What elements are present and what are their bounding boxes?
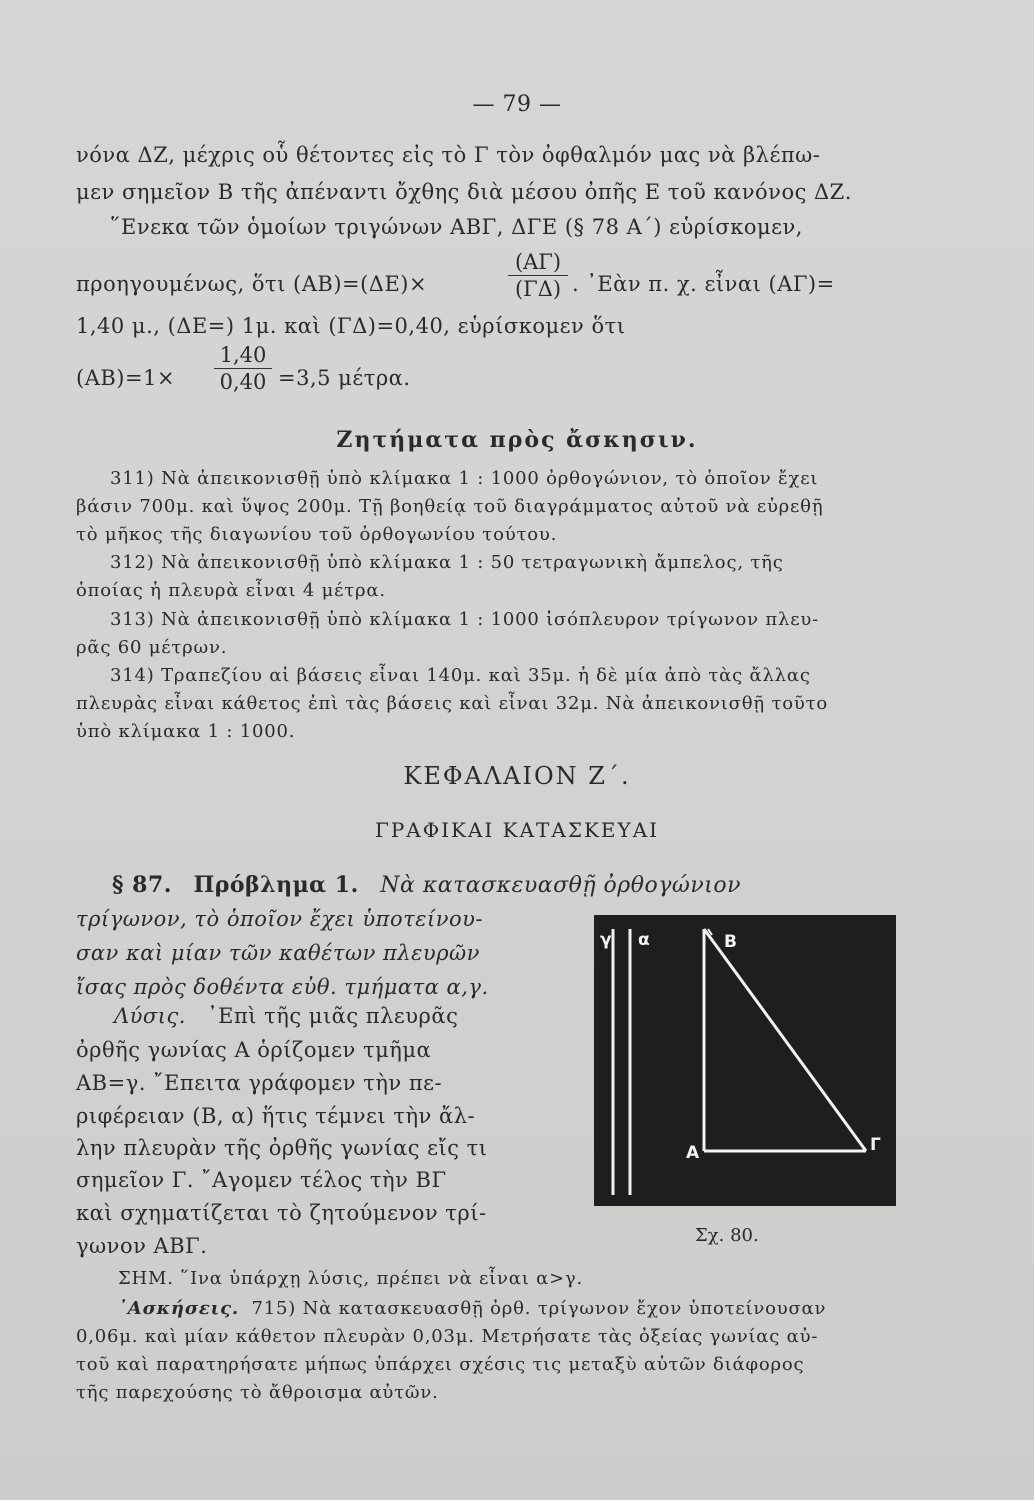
exercise-line: πλευρὰς εἶναι κάθετος ἐπὶ τὰς βάσεις καὶ εἶναι 32μ. Νὰ ἀπεικονισθῇ τοῦτο (76, 693, 829, 714)
exercise-line: ρᾶς 60 μέτρων. (76, 637, 228, 658)
problem-line: σαν καὶ μίαν τῶν καθέτων πλευρῶν (76, 941, 480, 965)
solution-label: Λύσις. (114, 1004, 186, 1028)
problem-heading (112, 872, 741, 898)
exercise-line: 313) Νὰ ἀπεικονισθῇ ὑπὸ κλίμακα 1 : 1000 ἰσόπλευρον τρίγωνον πλευ- (110, 609, 819, 630)
hypotenuse-BG (704, 929, 866, 1151)
problem-line: τρίγωνον, τὸ ὁποῖον ἔχει ὑποτείνου- (76, 907, 484, 931)
figure-caption: Σχ. 80. (695, 1225, 759, 1246)
solution-line: ΑΒ=γ. ῎Επειτα γράφομεν τὴν πε- (76, 1071, 443, 1095)
exercise-line: 314) Τραπεζίου αἱ βάσεις εἶναι 140μ. καὶ 35μ. ἡ δὲ μία ἀπὸ τὰς ἄλλας (110, 665, 811, 686)
exercise-715-line: 0,06μ. καὶ μίαν κάθετον πλευρὰν 0,03μ. Μετρήσατε τὰς ὀξείας γωνίας αὐ- (76, 1326, 819, 1347)
fraction-bar (508, 275, 568, 276)
formula-2-prefix: (ΑΒ)=1× (76, 366, 176, 390)
exercises-label: ᾿Ασκήσεις. (118, 1298, 239, 1319)
exercise-715-first-line (118, 1298, 826, 1319)
formula-1-suffix: . ᾿Εὰν π. χ. εἶναι (ΑΓ)= (572, 272, 835, 296)
label-alpha: α (638, 930, 650, 950)
exercise-line: ὁποίας ἡ πλευρὰ εἶναι 4 μέτρα. (76, 580, 386, 601)
exercise-715-line: τοῦ καὶ παρατηρήσατε μήπως ὑπάρχει σχέσις τις μεταξὺ αὐτῶν διάφορος (76, 1354, 805, 1375)
problem-title: Πρόβλημα 1. (193, 872, 359, 898)
formula-2-fraction (214, 343, 272, 394)
exercise-line: ὑπὸ κλίμακα 1 : 1000. (76, 721, 296, 742)
exercise-line: τὸ μῆκος τῆς διαγωνίου τοῦ ὀρθογωνίου τούτου. (76, 524, 558, 545)
solution-start: ᾿Επὶ τῆς μιᾶς πλευρᾶς (207, 1004, 459, 1028)
solution-line: γωνον ΑΒΓ. (76, 1234, 208, 1258)
problem-section: § 87. (112, 872, 172, 898)
formula-1-fraction (508, 250, 568, 301)
page-number: — 79 — (472, 92, 562, 117)
solution-line: ριφέρειαν (Β, α) ἥτις τέμνει τὴν ἄλ- (76, 1104, 476, 1128)
solution-line: καὶ σχηματίζεται τὸ ζητούμενον τρί- (76, 1201, 487, 1225)
exercise-715-start: 715) Νὰ κατασκευασθῇ ὀρθ. τρίγωνον ἔχον ὑποτείνουσαν (251, 1298, 827, 1319)
solution-line: ὀρθῆς γωνίας Α ὁρίζομεν τμῆμα (76, 1038, 432, 1062)
figure-80 (594, 915, 896, 1206)
formula-2-suffix: =3,5 μέτρα. (278, 366, 411, 390)
chapter-title: ΚΕΦΑΛΑΙΟΝ Ζ΄. (403, 762, 631, 790)
intro-line: μεν σημεῖον Β τῆς ἀπέναντι ὄχθης διὰ μέσου ὀπῆς Ε τοῦ κανόνος ΔΖ. (76, 180, 852, 204)
solution-line: λην πλευρὰν τῆς ὀρθῆς γωνίας εἴς τι (76, 1136, 488, 1160)
label-A: Α (686, 1143, 700, 1163)
formula-2-denominator: 0,40 (219, 370, 267, 394)
exercise-line: 312) Νὰ ἀπεικονισθῇ ὑπὸ κλίμακα 1 : 50 τετραγωνικὴ ἄμπελος, τῆς (110, 552, 784, 573)
fraction-bar (214, 368, 272, 369)
exercise-715-line: τῆς παρεχούσης τὸ ἄθροισμα αὐτῶν. (76, 1382, 439, 1403)
values-line: 1,40 μ., (ΔΕ=) 1μ. καὶ (ΓΔ)=0,40, εὑρίσκομεν ὅτι (76, 314, 626, 338)
note: ΣΗΜ. ῞Ινα ὑπάρχῃ λύσις, πρέπει νὰ εἶναι α>γ. (118, 1268, 584, 1289)
problem-line: ἴσας πρὸς δοθέντα εὐθ. τμήματα α,γ. (76, 975, 489, 999)
label-B: Β (724, 932, 737, 952)
intro-line: ῞Ενεκα τῶν ὁμοίων τριγώνων ΑΒΓ, ΔΓΕ (§ 78 Α΄) εὑρίσκομεν, (110, 215, 803, 239)
exercise-line: βάσιν 700μ. καὶ ὕψος 200μ. Τῇ βοηθείᾳ τοῦ διαγράμματος αὐτοῦ νὰ εὑρεθῇ (76, 496, 824, 517)
exercise-line: 311) Νὰ ἀπεικονισθῇ ὑπὸ κλίμακα 1 : 1000 ὀρθογώνιον, τὸ ὁποῖον ἔχει (110, 468, 819, 489)
exercises-heading: Ζητήματα πρὸς ἄσκησιν. (336, 427, 698, 453)
solution-first-line (114, 1004, 458, 1028)
intro-line: νόνα ΔΖ, μέχρις οὗ θέτοντες εἰς τὸ Γ τὸν ὀφθαλμόν μας νὰ βλέπω- (76, 143, 821, 167)
label-gamma: γ (600, 930, 612, 950)
problem-statement-start: Νὰ κατασκευασθῇ ὀρθογώνιον (380, 873, 741, 898)
label-G: Γ (870, 1135, 881, 1155)
formula-2-numerator: 1,40 (219, 343, 267, 367)
formula-1-prefix: προηγουμένως, ὅτι (ΑΒ)=(ΔΕ)× (76, 272, 428, 296)
right-triangle-diagram (594, 915, 896, 1206)
solution-line: σημεῖον Γ. ῎Αγομεν τέλος τὴν ΒΓ (76, 1168, 447, 1192)
formula-1-numerator: (ΑΓ) (514, 250, 562, 274)
formula-1-denominator: (ΓΔ) (514, 277, 562, 301)
chapter-subtitle: ΓΡΑΦΙΚΑΙ ΚΑΤΑΣΚΕΥΑΙ (374, 818, 660, 842)
